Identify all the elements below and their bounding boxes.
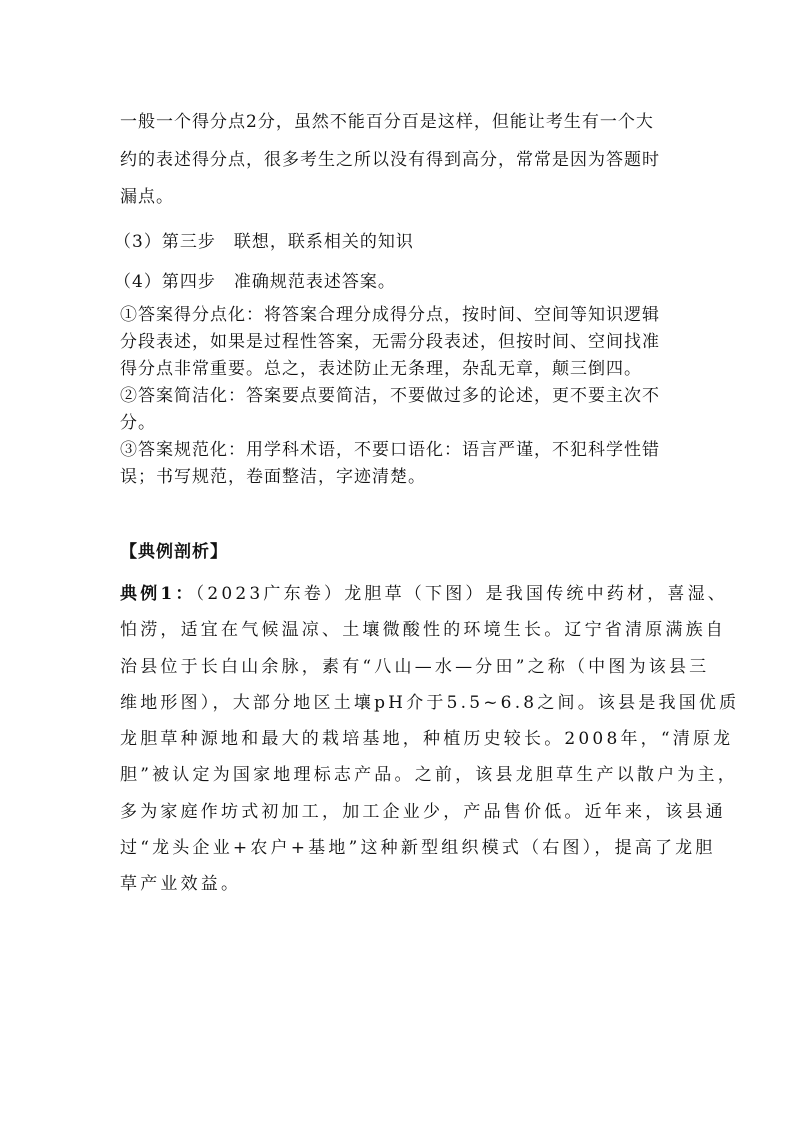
example-label: 典例1： xyxy=(120,584,196,604)
step-4: （4）第四步 准确规范表述答案。 xyxy=(114,272,396,292)
point-line: ②答案简洁化：答案要点要简洁，不要做过多的论述，更不要主次不 xyxy=(120,386,660,406)
point-line: 分段表述，如果是过程性答案，无需分段表述，但按时间、空间找准 xyxy=(120,332,660,352)
point-line: ③答案规范化：用学科术语，不要口语化：语言严谨，不犯科学性错 xyxy=(120,440,660,460)
example-first-line-text: （2023广东卷）龙胆草（下图）是我国传统中药材，喜湿、 xyxy=(195,584,729,604)
example-paragraph xyxy=(120,576,739,903)
example-line: 治县位于长白山余脉，素有“八山—水—分田”之称（中图为该县三 xyxy=(120,656,710,677)
section-heading: 【典例剖析】 xyxy=(120,542,228,562)
point-line: 分。 xyxy=(120,413,156,433)
example-line: 怕涝，适宜在气候温凉、土壤微酸性的环境生长。辽宁省清原满族自 xyxy=(120,620,726,641)
example-line: 维地形图），大部分地区土壤pH介于5.5~6.8之间。该县是我国优质 xyxy=(120,692,740,713)
step-3: （3）第三步 联想，联系相关的知识 xyxy=(114,232,414,252)
intro-paragraph xyxy=(120,104,660,217)
example-line: 胆”被认定为国家地理标志产品。之前，该县龙胆草生产以散户为主， xyxy=(120,765,738,786)
answer-points xyxy=(120,302,660,491)
example-line: 草产业效益。 xyxy=(120,874,242,895)
point-line: ①答案得分点化：将答案合理分成得分点，按时间、空间等知识逻辑 xyxy=(120,305,660,325)
intro-line: 一般一个得分点2分，虽然不能百分百是这样，但能让考生有一个大 xyxy=(120,112,654,132)
example-line: 多为家庭作坊式初加工，加工企业少，产品售价低。近年来，该县通 xyxy=(120,801,726,822)
example-line: 龙胆草种源地和最大的栽培基地，种植历史较长。2008年，“清原龙 xyxy=(120,729,734,750)
intro-line: 约的表述得分点，很多考生之所以没有得到高分，常常是因为答题时 xyxy=(120,149,660,170)
example-line: 过“龙头企业+农户+基地”这种新型组织模式（右图），提高了龙胆 xyxy=(120,838,716,859)
intro-line: 漏点。 xyxy=(120,187,174,207)
point-line: 误；书写规范，卷面整洁，字迹清楚。 xyxy=(120,467,426,487)
example-first-line xyxy=(120,576,739,612)
point-line: 得分点非常重要。总之，表述防止无条理，杂乱无章，颠三倒四。 xyxy=(120,359,642,379)
